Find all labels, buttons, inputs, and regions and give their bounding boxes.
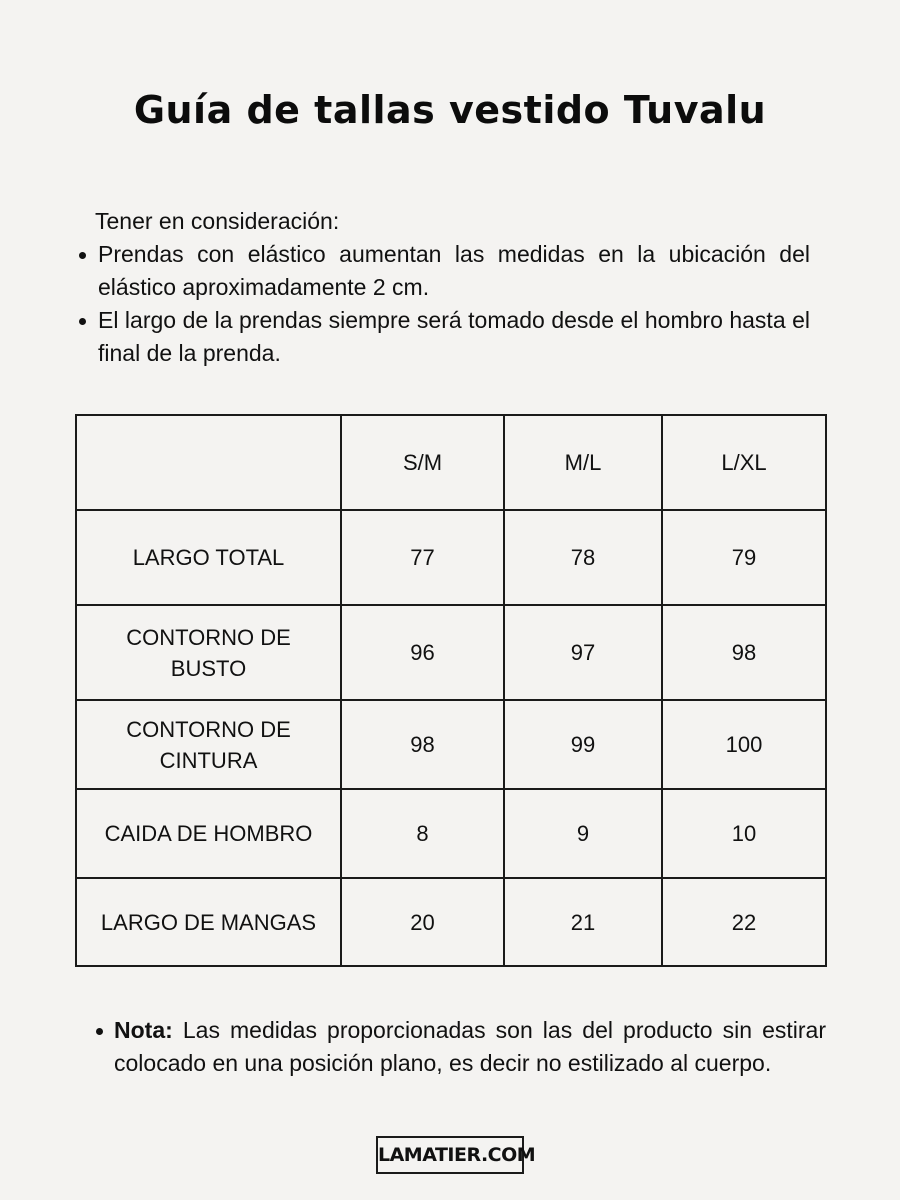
table-cell: 21 xyxy=(504,878,662,966)
page-title: Guía de tallas vestido Tuvalu xyxy=(133,88,767,132)
table-cell: 98 xyxy=(341,700,504,789)
row-label: CAIDA DE HOMBRO xyxy=(76,789,341,878)
table-row xyxy=(76,789,826,878)
header-cell-size: L/XL xyxy=(662,415,826,510)
bullet-icon xyxy=(96,1028,103,1035)
brand-logo: LAMATIER.COM xyxy=(376,1136,524,1174)
table-cell: 100 xyxy=(662,700,826,789)
table-cell: 20 xyxy=(341,878,504,966)
table-header-row xyxy=(76,415,826,510)
considerations-list xyxy=(76,238,810,370)
header-cell-size: S/M xyxy=(341,415,504,510)
table-row xyxy=(76,700,826,789)
considerations-heading: Tener en consideración: xyxy=(95,208,340,234)
note-label: Nota: xyxy=(114,1017,173,1043)
table-cell: 8 xyxy=(341,789,504,878)
row-label: LARGO DE MANGAS xyxy=(76,878,341,966)
table-cell: 9 xyxy=(504,789,662,878)
table-cell: 97 xyxy=(504,605,662,700)
table-cell: 77 xyxy=(341,510,504,605)
table-row xyxy=(76,878,826,966)
header-cell-empty xyxy=(76,415,341,510)
table-cell: 79 xyxy=(662,510,826,605)
list-item xyxy=(76,238,810,304)
table-cell: 22 xyxy=(662,878,826,966)
table-cell: 98 xyxy=(662,605,826,700)
table-cell: 96 xyxy=(341,605,504,700)
row-label: CONTORNO DE BUSTO xyxy=(76,605,341,700)
row-label: CONTORNO DE CINTURA xyxy=(76,700,341,789)
note-section xyxy=(93,1014,826,1080)
list-item-text: El largo de la prendas siempre será tomado desde el hombro hasta el final de la prenda. xyxy=(98,307,810,366)
table-row xyxy=(76,510,826,605)
bullet-icon xyxy=(79,318,86,325)
table-cell: 99 xyxy=(504,700,662,789)
size-table xyxy=(75,414,827,967)
note-text xyxy=(93,1014,826,1080)
list-item xyxy=(76,304,810,370)
header-cell-size: M/L xyxy=(504,415,662,510)
table-cell: 78 xyxy=(504,510,662,605)
table-row xyxy=(76,605,826,700)
row-label: LARGO TOTAL xyxy=(76,510,341,605)
table-cell: 10 xyxy=(662,789,826,878)
bullet-icon xyxy=(79,252,86,259)
list-item-text: Prendas con elástico aumentan las medidas en la ubicación del elástico aproximadamente 2 cm. xyxy=(98,241,810,300)
note-body-text: Las medidas proporcionadas son las del producto sin estirar colocado en una posición plano, es decir no estilizado al cuerpo. xyxy=(114,1017,826,1076)
considerations-section xyxy=(76,205,810,370)
